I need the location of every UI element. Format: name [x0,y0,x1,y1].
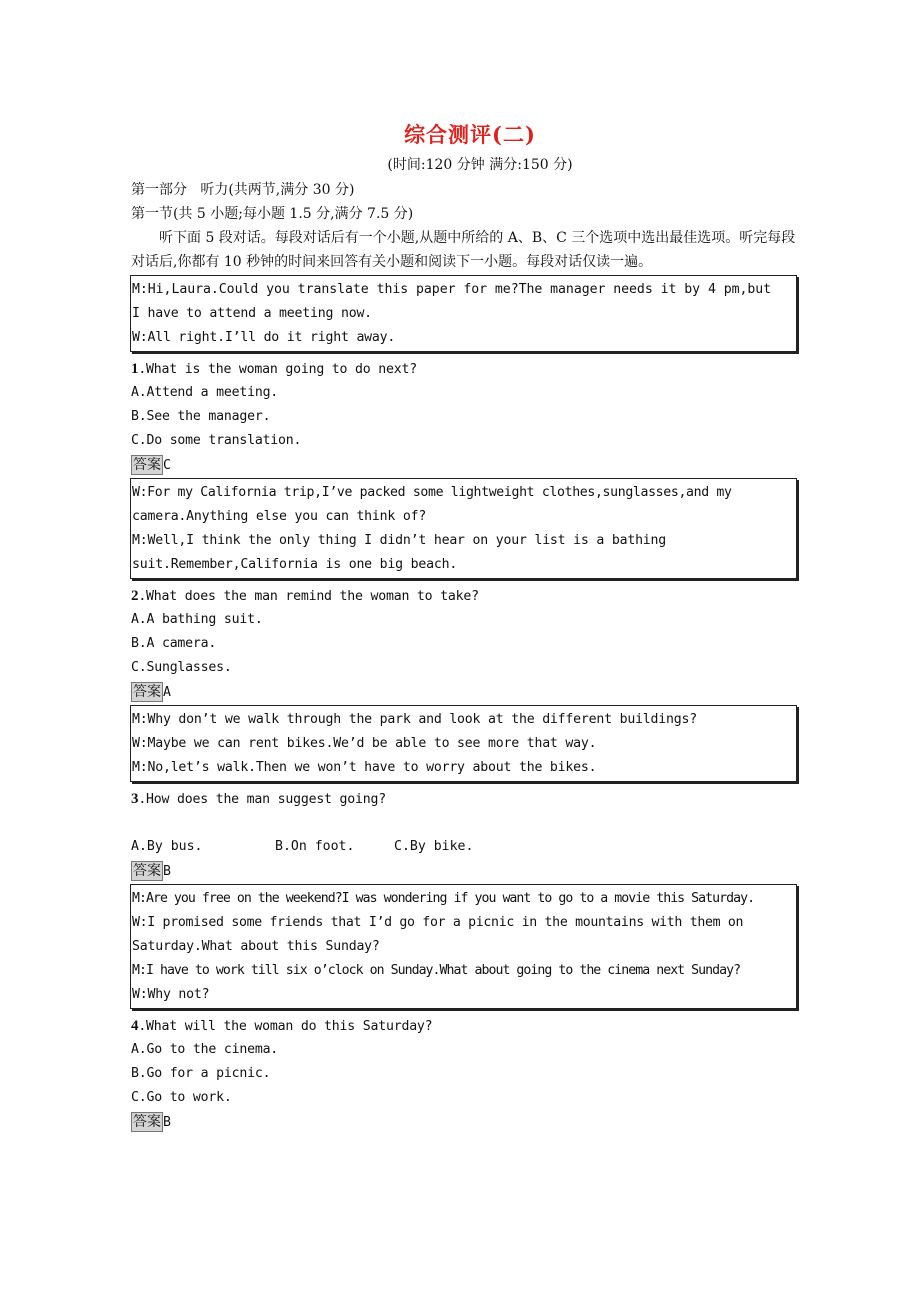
answer-label: 答案 [133,863,161,879]
dialogue-line: W:I promised some friends that I’d go for a picnic in the mountains with them on [132,915,744,930]
option: A.By bus. [131,839,203,854]
question [131,357,799,381]
option: C.Go to work. [131,1090,232,1105]
answer-label: 答案 [133,1114,161,1130]
answer-value: A [163,685,171,700]
question-number: 1 [131,361,139,377]
answer-value: B [163,864,171,879]
answer [131,1110,799,1134]
dialogue-box [130,275,797,352]
option: B.See the manager. [131,409,271,424]
option: C.By bike. [394,839,474,854]
question [131,584,799,608]
options-row [131,835,799,859]
option: C.Do some translation. [131,433,302,448]
question [131,787,799,811]
dialogue-line: M:Hi,Laura.Could you translate this paper for me?The manager needs it by 4 pm,but [132,282,772,297]
option: A.Attend a meeting. [131,385,279,400]
dialogue-line: I have to attend a meeting now. [132,306,372,321]
instructions: 听下面 5 段对话。每段对话后有一个小题,从题中所给的 A、B、C 三个选项中选出最佳选项。听完每段对话后,你都有 10 秒钟的时间来回答有关小题和阅读下一小题。每段对话仅读一遍。 [131,230,796,270]
dialogue-box [130,884,797,1009]
dialogue-line: W:For my California trip,I’ve packed some lightweight clothes,sunglasses,and my [132,485,732,500]
question-text: .How does the man suggest going? [138,792,386,807]
option: A.A bathing suit. [131,612,263,627]
answer-value: C [163,458,171,473]
spacer [131,811,799,835]
dialogue-line: camera.Anything else you can think of? [132,509,427,524]
answer [131,680,799,704]
section-heading: 第一节(共 5 小题;每小题 1.5 分,满分 7.5 分) [131,206,414,222]
dialogue-line: M:Well,I think the only thing I didn’t hear on your list is a bathing [132,533,667,548]
answer [131,453,799,477]
question-text: .What is the woman going to do next? [138,362,417,377]
answer-label: 答案 [133,684,161,700]
question-text: .What does the man remind the woman to take? [138,589,479,604]
question-number: 4 [131,1018,139,1034]
question-number: 2 [131,588,139,604]
dialogue-line: suit.Remember,California is one big beach. [132,557,458,572]
dialogue-line: M:Why don’t we walk through the park and look at the different buildings? [132,712,697,727]
question-number: 3 [131,791,139,807]
option: C.Sunglasses. [131,660,232,675]
dialogue-box [130,705,797,782]
dialogue-line: W:Maybe we can rent bikes.We’d be able to see more that way. [132,736,597,751]
dialogue-line: W:Why not? [132,987,210,1002]
question [131,1014,799,1038]
option: B.On foot. [275,839,355,854]
dialogue-line: M:No,let’s walk.Then we won’t have to worry about the bikes. [132,760,597,775]
dialogue-box [130,478,797,579]
dialogue-line: M:Are you free on the weekend?I was wondering if you want to go to a movie this Saturday. [132,891,755,906]
page-title: 综合测评(二) [404,122,536,147]
option: B.Go for a picnic. [131,1066,271,1081]
document-page [131,118,799,1134]
exam-info: (时间:120 分钟 满分:150 分) [387,157,573,173]
dialogue-line: Saturday.What about this Sunday? [132,939,380,954]
question-text: .What will the woman do this Saturday? [138,1019,433,1034]
answer-value: B [163,1115,171,1130]
option: A.Go to the cinema. [131,1042,279,1057]
dialogue-line: M:I have to work till six o’clock on Sunday.What about going to the cinema next Sunday? [132,963,741,978]
answer [131,859,799,883]
part-heading: 第一部分 听力(共两节,满分 30 分) [131,182,355,198]
answer-label: 答案 [133,457,161,473]
option: B.A camera. [131,636,217,651]
dialogue-line: W:All right.I’ll do it right away. [132,330,396,345]
